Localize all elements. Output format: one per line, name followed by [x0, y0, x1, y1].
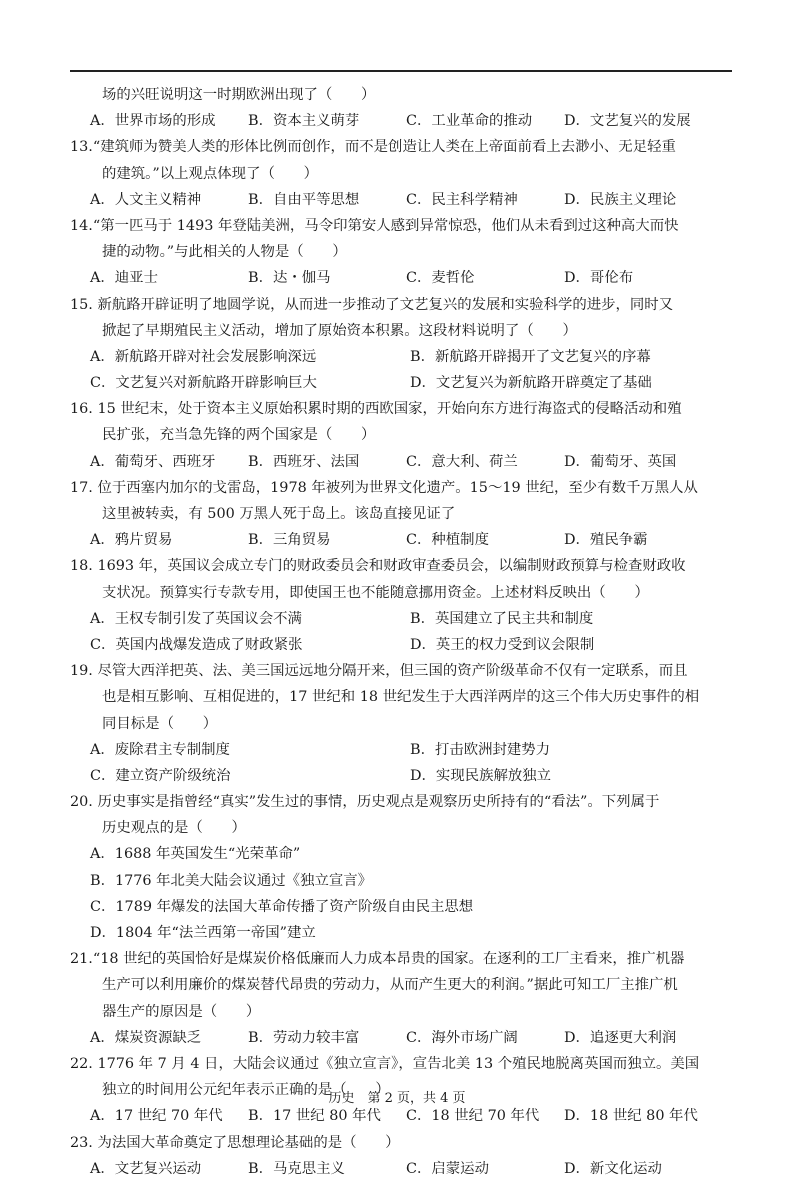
q21-option-d: D．追逐更大利润: [564, 1029, 677, 1046]
q23-stem-line1: 23. 为法国大革命奠定了思想理论基础的是（ ）: [70, 1134, 400, 1151]
q17-options: [70, 527, 732, 553]
q15-options-row1: [70, 344, 732, 370]
q12-option-c: C．工业革命的推动: [406, 113, 533, 130]
q16-option-d: D．葡萄牙、英国: [564, 453, 677, 470]
q12-options: [70, 108, 732, 134]
q21-stem-line3: 器生产的原因是（ ）: [102, 1003, 261, 1020]
q20-option-a: A．1688 年英国发生“光荣革命”: [90, 846, 301, 863]
q18-stem-line1: 18. 1693 年，英国议会成立专门的财政委员会和财政审查委员会，以编制财政预算与检查财政收: [70, 558, 686, 575]
q21-option-b: B．劳动力较丰富: [248, 1029, 360, 1046]
q23-option-d: D．新文化运动: [564, 1160, 662, 1177]
q23-options: [70, 1156, 732, 1182]
q20-stem-line2: 历史观点的是（ ）: [102, 820, 246, 837]
q23-option-a: A．文艺复兴运动: [90, 1160, 202, 1177]
q22-option-c: C．18 世纪 70 年代: [406, 1108, 540, 1125]
q19-stem-line3: 同目标是（ ）: [102, 715, 218, 732]
q22-stem-line2: 独立的时间用公元纪年表示正确的是（ ）: [102, 1082, 390, 1099]
q20-stem-line1: 20. 历史事实是指曾经“真实”发生过的事情，历史观点是观察历史所持有的“看法”。下列属于: [70, 794, 660, 811]
q16-stem-line2: 民扩张，充当急先锋的两个国家是（ ）: [102, 427, 376, 444]
page-footer: 历史 第 2 页，共 4 页: [328, 1091, 466, 1106]
q20-option-b: B．1776 年北美大陆会议通过《独立宣言》: [90, 872, 373, 889]
q17-option-a: A．鸦片贸易: [90, 532, 173, 549]
q21-stem-line2: 生产可以利用廉价的煤炭替代昂贵的劳动力，从而产生更大的利润。”据此可知工厂主推广机: [102, 977, 678, 994]
q17-option-b: B．三角贸易: [248, 532, 331, 549]
q15-option-d: D．文艺复兴为新航路开辟奠定了基础: [410, 375, 652, 392]
q19-options-row2: [70, 763, 732, 789]
q14-stem-line1: 14.“第一匹马于 1493 年登陆美洲，马令印第安人感到异常惊恐，他们从未看到过这种高大而快: [70, 217, 679, 234]
q13-option-d: D．民族主义理论: [564, 191, 677, 208]
q19-options-row1: [70, 737, 732, 763]
q12-stem-tail: 场的兴旺说明这一时期欧洲出现了（ ）: [102, 87, 376, 103]
q14-option-a: A．迪亚士: [90, 270, 158, 287]
q23-option-c: C．启蒙运动: [406, 1160, 489, 1177]
q14-stem-line2: 捷的动物。”与此相关的人物是（ ）: [102, 244, 347, 261]
q19-option-c: C．建立资产阶级统治: [90, 767, 231, 784]
q22-stem-line1: 22. 1776 年 7 月 4 日，大陆会议通过《独立宣言》，宣告北美 13 个殖民地脱离英国而独立。美国: [70, 1055, 700, 1072]
q13-option-a: A．人文主义精神: [90, 191, 202, 208]
exam-page: [70, 82, 732, 1182]
top-rule: [70, 70, 732, 72]
q21-options: [70, 1025, 732, 1051]
q14-options: [70, 265, 732, 291]
q21-stem-line1: 21.“18 世纪的英国恰好是煤炭价格低廉而人力成本昂贵的国家。在逐利的工厂主看来，推广机器: [70, 951, 685, 968]
q15-option-a: A．新航路开辟对社会发展影响深远: [90, 348, 317, 365]
q18-option-d: D．英王的权力受到议会限制: [410, 636, 595, 653]
q21-option-a: A．煤炭资源缺乏: [90, 1029, 202, 1046]
q14-option-d: D．哥伦布: [564, 270, 634, 287]
q15-stem-line2: 掀起了早期殖民主义活动，增加了原始资本积累。这段材料说明了（ ）: [102, 322, 577, 339]
q15-stem-line1: 15. 新航路开辟证明了地圆学说，从而进一步推动了文艺复兴的发展和实验科学的进步，同时又: [70, 296, 674, 313]
q18-options-row2: [70, 632, 732, 658]
q18-options-row1: [70, 606, 732, 632]
q13-option-b: B．自由平等思想: [248, 191, 360, 208]
q18-option-b: B．英国建立了民主共和制度: [410, 610, 594, 627]
q17-stem-line1: 17. 位于西塞内加尔的戈雷岛，1978 年被列为世界文化遗产。15～19 世纪，至少有数千万黑人从: [70, 479, 698, 496]
q20-option-d: D．1804 年“法兰西第一帝国”建立: [90, 925, 316, 941]
q18-option-a: A．王权专制引发了英国议会不满: [90, 610, 302, 627]
q14-option-b: B．达・伽马: [248, 270, 331, 287]
q22-option-b: B．17 世纪 80 年代: [248, 1108, 381, 1125]
q12-option-a: A．世界市场的形成: [90, 113, 216, 130]
q16-option-c: C．意大利、荷兰: [406, 453, 518, 470]
q12-option-d: D．文艺复兴的发展: [564, 113, 691, 130]
q12-option-b: B．资本主义萌芽: [248, 113, 360, 130]
q19-stem-line1: 19. 尽管大西洋把英、法、美三国远远地分隔开来，但三国的资产阶级革命不仅有一定联系，而且: [70, 663, 688, 680]
q15-option-c: C．文艺复兴对新航路开辟影响巨大: [90, 375, 317, 392]
q15-options-row2: [70, 370, 732, 396]
q22-option-a: A．17 世纪 70 年代: [90, 1108, 223, 1125]
q17-option-d: D．殖民争霸: [564, 532, 648, 549]
q18-stem-line2: 支状况。预算实行专款专用，即使国王也不能随意挪用资金。上述材料反映出（ ）: [102, 584, 649, 601]
q17-option-c: C．种植制度: [406, 532, 489, 549]
q21-option-c: C．海外市场广阔: [406, 1029, 518, 1046]
q16-options: [70, 449, 732, 475]
q22-options: [70, 1103, 732, 1129]
q19-option-b: B．打击欧洲封建势力: [410, 741, 551, 758]
q13-stem-line1: 13.“建筑师为赞美人类的形体比例而创作，而不是创造让人类在上帝面前看上去渺小、无足轻重: [70, 139, 676, 156]
q20-option-c: C．1789 年爆发的法国大革命传播了资产阶级自由民主思想: [90, 898, 474, 915]
q19-stem-line2: 也是相互影响、互相促进的，17 世纪和 18 世纪发生于大西洋两岸的这三个伟大历史事件的相: [102, 689, 700, 706]
q16-option-b: B．西班牙、法国: [248, 453, 360, 470]
q17-stem-line2: 这里被转卖，有 500 万黑人死于岛上。该岛直接见证了: [102, 506, 456, 522]
q16-option-a: A．葡萄牙、西班牙: [90, 453, 216, 470]
q18-option-c: C．英国内战爆发造成了财政紧张: [90, 636, 303, 653]
q13-option-c: C．民主科学精神: [406, 191, 518, 208]
q15-option-b: B．新航路开辟揭开了文艺复兴的序幕: [410, 348, 651, 365]
q13-options: [70, 187, 732, 213]
q19-option-a: A．废除君主专制制度: [90, 741, 230, 758]
q16-stem-line1: 16. 15 世纪末，处于资本主义原始积累时期的西欧国家，开始向东方进行海盗式的侵略活动和殖: [70, 401, 682, 418]
q19-option-d: D．实现民族解放独立: [410, 767, 552, 784]
q22-option-d: D．18 世纪 80 年代: [564, 1108, 698, 1125]
q14-option-c: C．麦哲伦: [406, 270, 475, 287]
q13-stem-line2: 的建筑。”以上观点体现了（ ）: [102, 165, 319, 182]
q23-option-b: B．马克思主义: [248, 1160, 345, 1177]
